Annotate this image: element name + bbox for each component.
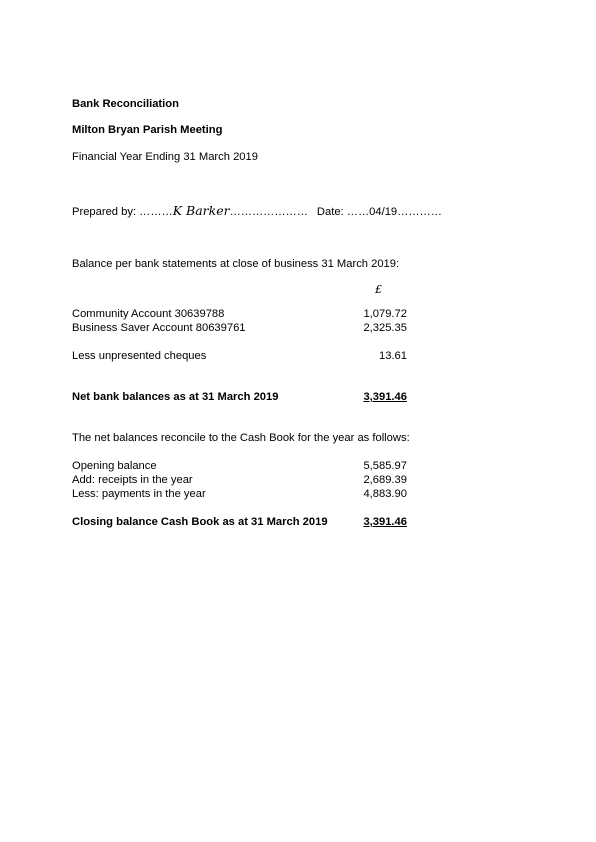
cashbook-row-amount: 5,585.97 xyxy=(363,460,407,472)
prepared-by-line xyxy=(72,204,442,219)
cashbook-row-amount: 4,883.90 xyxy=(363,488,407,500)
organisation-name: Milton Bryan Parish Meeting xyxy=(72,124,223,136)
unpresented-cheques-label: Less unpresented cheques xyxy=(72,350,207,362)
account-name: Business Saver Account 80639761 xyxy=(72,322,246,334)
signature-dots: ………………… xyxy=(229,206,308,218)
net-bank-balance-value: 3,391.46 xyxy=(363,391,407,403)
net-bank-balance-label: Net bank balances as at 31 March 2019 xyxy=(72,391,279,403)
prepared-by-label: Prepared by: ……… xyxy=(72,206,173,218)
closing-balance-value: 3,391.46 xyxy=(363,516,407,528)
account-amount: 1,079.72 xyxy=(363,308,407,320)
unpresented-cheques-amount: 13.61 xyxy=(379,350,407,362)
date-value: 04/19 xyxy=(369,206,398,218)
closing-balance-amount xyxy=(337,516,407,529)
date-label: Date: …… xyxy=(316,206,370,218)
account-amount: 2,325.35 xyxy=(363,322,407,334)
cashbook-row-amount: 2,689.39 xyxy=(363,474,407,486)
bank-intro: Balance per bank statements at close of business 31 March 2019: xyxy=(72,258,400,270)
cashbook-row-label: Opening balance xyxy=(72,460,157,472)
currency-symbol: £ xyxy=(375,283,382,296)
cashbook-intro: The net balances reconcile to the Cash Book for the year as follows: xyxy=(72,432,410,444)
closing-balance-label: Closing balance Cash Book as at 31 March 2019 xyxy=(72,516,328,528)
document-title: Bank Reconciliation xyxy=(72,98,179,110)
cashbook-row-label: Add: receipts in the year xyxy=(72,474,193,486)
net-bank-balance-amount xyxy=(337,391,407,404)
account-name: Community Account 30639788 xyxy=(72,308,225,320)
signature: K Barker xyxy=(172,203,230,218)
cashbook-row-label: Less: payments in the year xyxy=(72,488,206,500)
period-line: Financial Year Ending 31 March 2019 xyxy=(72,151,258,163)
date-dots: ………… xyxy=(397,206,442,218)
